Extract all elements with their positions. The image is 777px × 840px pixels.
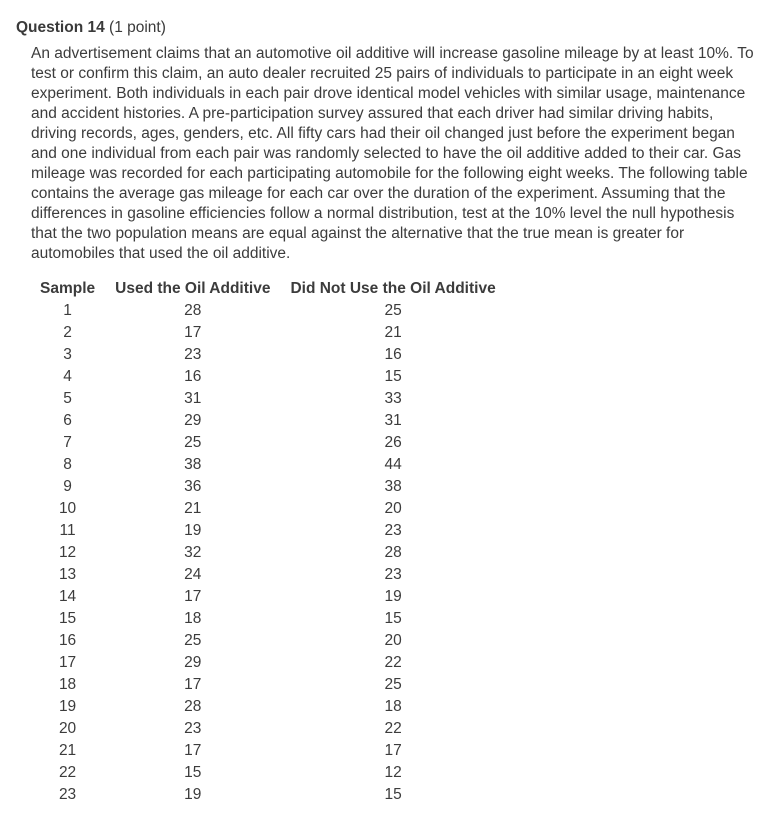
sample-cell: 8 [63,456,72,473]
sample-cell: 9 [63,478,72,495]
no-additive-cell: 22 [384,654,402,671]
no-additive-cell: 18 [384,698,402,715]
no-additive-cell: 15 [384,786,402,803]
question-title: Question 14 [16,19,105,36]
table-row [40,696,496,718]
table-row [40,718,496,740]
used-additive-cell: 23 [184,346,202,363]
used-additive-cell: 24 [184,566,202,583]
sample-cell: 13 [58,566,77,583]
no-additive-cell: 22 [384,720,402,737]
used-additive-cell: 17 [184,742,202,759]
used-additive-cell: 19 [184,786,202,803]
question-header [16,18,761,38]
table-header-row [40,278,496,300]
no-additive-cell: 23 [384,566,402,583]
no-additive-cell: 38 [384,478,402,495]
table-body [40,300,496,806]
sample-cell: 4 [63,368,72,385]
no-additive-cell: 20 [384,500,402,517]
used-additive-cell: 25 [184,632,202,649]
no-additive-cell: 15 [384,610,402,627]
used-additive-cell: 21 [184,500,202,517]
sample-cell: 1 [63,302,72,319]
sample-cell: 7 [63,434,72,451]
table-row [40,300,496,322]
question-text: An advertisement claims that an automotive oil additive will increase gasoline mileage by at least 10%. To test or confirm this claim, an auto dealer recruited 25 pairs of individuals to participate in an eight week experiment. Both individuals in each pair drove identical model vehicles with similar usage, maintenance and accident histories. A pre-participation survey assured that each driver had similar driving habits, driving records, ages, genders, etc. All fifty cars had their oil changed just before the experiment began and one individual from each pair was randomly selected to have the oil additive added to their car. Gas mileage was recorded for each participating automobile for the following eight weeks. The following table contains the average gas mileage for each car over the duration of the experiment. Assuming that the differences in gasoline efficiencies follow a normal distribution, test at the 10% level the null hypothesis that the two population means are equal against the alternative that the true mean is greater for automobiles that used the oil additive. [31,45,754,262]
sample-cell: 22 [58,764,77,781]
used-additive-cell: 31 [184,390,202,407]
no-additive-cell: 12 [384,764,402,781]
used-additive-cell: 18 [184,610,202,627]
table-row [40,476,496,498]
no-additive-cell: 16 [384,346,402,363]
table-row [40,520,496,542]
question-14 [16,18,761,806]
sample-cell: 5 [63,390,72,407]
sample-cell: 15 [58,610,77,627]
no-additive-cell: 21 [384,324,402,341]
sample-cell: 20 [58,720,77,737]
table-row [40,388,496,410]
no-additive-cell: 23 [384,522,402,539]
table-row [40,542,496,564]
table-row [40,630,496,652]
used-additive-cell: 38 [184,456,202,473]
used-additive-cell: 29 [184,412,202,429]
used-additive-cell: 25 [184,434,202,451]
used-additive-cell: 28 [184,302,202,319]
table-row [40,762,496,784]
sample-cell: 23 [58,786,77,803]
no-additive-cell: 31 [384,412,402,429]
no-additive-cell: 28 [384,544,402,561]
no-additive-cell: 15 [384,368,402,385]
sample-cell: 6 [63,412,72,429]
table-row [40,410,496,432]
table-row [40,454,496,476]
table-row [40,498,496,520]
no-additive-cell: 33 [384,390,402,407]
mileage-table [40,278,496,806]
header-no-additive: Did Not Use the Oil Additive [290,280,496,297]
no-additive-cell: 25 [384,302,402,319]
no-additive-cell: 17 [384,742,402,759]
used-additive-cell: 19 [184,522,202,539]
sample-cell: 3 [63,346,72,363]
header-sample: Sample [40,280,96,297]
table-row [40,740,496,762]
table-row [40,366,496,388]
table-row [40,586,496,608]
used-additive-cell: 17 [184,676,202,693]
used-additive-cell: 16 [184,368,202,385]
table-row [40,432,496,454]
question-body [31,44,761,806]
used-additive-cell: 36 [184,478,202,495]
used-additive-cell: 29 [184,654,202,671]
sample-cell: 12 [58,544,77,561]
header-used-additive: Used the Oil Additive [115,280,271,297]
used-additive-cell: 17 [184,324,202,341]
used-additive-cell: 15 [184,764,202,781]
used-additive-cell: 17 [184,588,202,605]
used-additive-cell: 32 [184,544,202,561]
table-row [40,652,496,674]
table-row [40,564,496,586]
sample-cell: 17 [58,654,77,671]
sample-cell: 11 [59,522,76,539]
no-additive-cell: 25 [384,676,402,693]
sample-cell: 16 [58,632,77,649]
table-row [40,344,496,366]
no-additive-cell: 20 [384,632,402,649]
no-additive-cell: 26 [384,434,402,451]
no-additive-cell: 19 [384,588,402,605]
table-row [40,322,496,344]
table-row [40,784,496,806]
sample-cell: 10 [58,500,77,517]
used-additive-cell: 23 [184,720,202,737]
sample-cell: 21 [58,742,77,759]
table-row [40,608,496,630]
no-additive-cell: 44 [384,456,402,473]
sample-cell: 14 [58,588,77,605]
used-additive-cell: 28 [184,698,202,715]
question-points: (1 point) [109,19,166,36]
sample-cell: 19 [58,698,77,715]
sample-cell: 18 [58,676,77,693]
table-row [40,674,496,696]
sample-cell: 2 [63,324,72,341]
